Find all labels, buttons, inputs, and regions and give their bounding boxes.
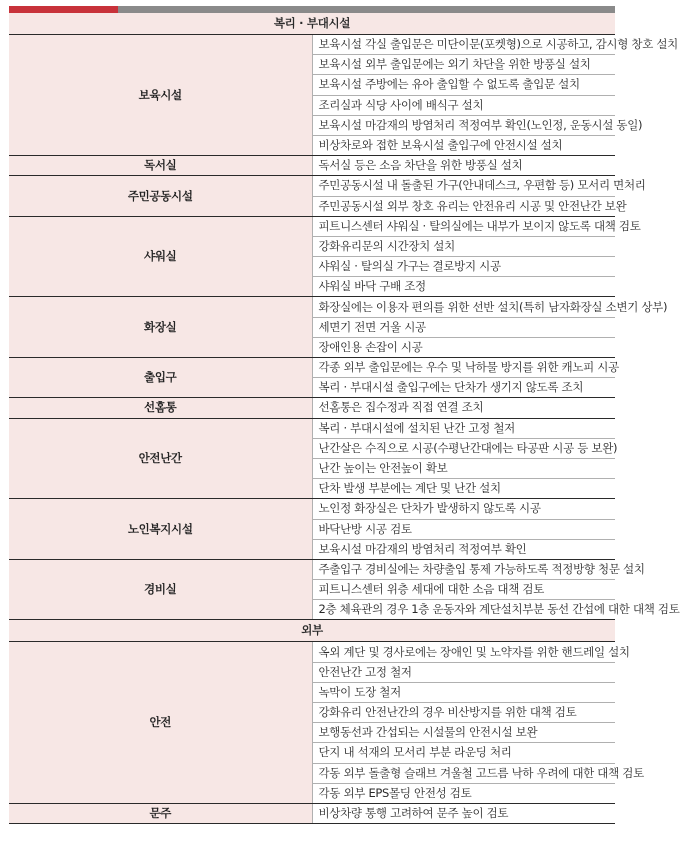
top-bar-accent bbox=[9, 6, 118, 13]
category-cell: 샤워실 bbox=[9, 216, 312, 297]
section-title: 복리 · 부대시설 bbox=[9, 13, 615, 35]
top-color-bar bbox=[9, 6, 615, 13]
category-cell: 주민공동시설 bbox=[9, 176, 312, 216]
table-row bbox=[9, 642, 615, 662]
item-cell: 보행동선과 간섭되는 시설물의 안전시설 보완 bbox=[312, 723, 615, 743]
checklist-table bbox=[9, 13, 680, 824]
table-row bbox=[9, 803, 615, 823]
item-cell: 노인정 화장실은 단차가 발생하지 않도록 시공 bbox=[312, 499, 615, 519]
category-cell: 선홈통 bbox=[9, 398, 312, 418]
item-cell: 보육시설 마감재의 방염처리 적정여부 확인 bbox=[312, 539, 615, 559]
item-cell: 보육시설 각실 출입문은 미단이문(포켓형)으로 시공하고, 감시형 창호 설치 bbox=[312, 35, 615, 55]
item-cell: 샤워실 · 탈의실 가구는 결로방지 시공 bbox=[312, 257, 615, 277]
item-cell: 샤워실 바닥 구배 조정 bbox=[312, 277, 615, 297]
item-cell: 보육시설 주방에는 유아 출입할 수 없도록 출입문 설치 bbox=[312, 75, 615, 95]
section-title: 외부 bbox=[9, 620, 615, 642]
category-cell: 안전 bbox=[9, 642, 312, 804]
item-cell: 단지 내 석재의 모서리 부분 라운딩 처리 bbox=[312, 743, 615, 763]
category-cell: 출입구 bbox=[9, 358, 312, 398]
table-row bbox=[9, 398, 615, 418]
item-cell: 독서실 등은 소음 차단을 위한 방풍실 설치 bbox=[312, 156, 615, 176]
table-row bbox=[9, 216, 615, 236]
item-cell: 옥외 계단 및 경사로에는 장애인 및 노약자를 위한 핸드레일 설치 bbox=[312, 642, 615, 662]
table-row bbox=[9, 418, 615, 438]
item-cell: 복리 · 부대시설 출입구에는 단차가 생기지 않도록 조치 bbox=[312, 378, 615, 398]
item-cell: 안전난간 고정 철저 bbox=[312, 662, 615, 682]
item-cell: 난간 높이는 안전높이 확보 bbox=[312, 458, 615, 478]
item-cell: 보육시설 마감재의 방염처리 적정여부 확인(노인정, 운동시설 동일) bbox=[312, 115, 615, 135]
item-cell: 복리 · 부대시설에 설치된 난간 고정 철저 bbox=[312, 418, 615, 438]
top-bar-rule bbox=[118, 6, 615, 13]
checklist-table-body bbox=[9, 13, 680, 824]
item-cell: 바닥난방 시공 검토 bbox=[312, 519, 615, 539]
item-cell: 강화유리 안전난간의 경우 비산방지를 위한 대책 검토 bbox=[312, 703, 615, 723]
category-cell: 화장실 bbox=[9, 297, 312, 358]
item-cell: 화장실에는 이용자 편의를 위한 선반 설치(특히 남자화장실 소변기 상부) bbox=[312, 297, 615, 317]
table-row bbox=[9, 35, 615, 55]
item-cell: 강화유리문의 시간장치 설치 bbox=[312, 236, 615, 256]
table-row bbox=[9, 358, 615, 378]
category-cell: 경비실 bbox=[9, 559, 312, 620]
category-cell: 안전난간 bbox=[9, 418, 312, 499]
category-cell: 노인복지시설 bbox=[9, 499, 312, 560]
category-cell: 문주 bbox=[9, 803, 312, 823]
section-header-row bbox=[9, 620, 615, 642]
item-cell: 장애인용 손잡이 시공 bbox=[312, 337, 615, 357]
table-row bbox=[9, 559, 615, 579]
table-row bbox=[9, 176, 615, 196]
item-cell: 주민공동시설 외부 창호 유리는 안전유리 시공 및 안전난간 보완 bbox=[312, 196, 615, 216]
item-cell: 각동 외부 EPS몰딩 안전성 검토 bbox=[312, 783, 615, 803]
category-cell: 독서실 bbox=[9, 156, 312, 176]
item-cell: 비상차로와 접한 보육시설 출입구에 안전시설 설치 bbox=[312, 135, 615, 155]
item-cell: 보육시설 외부 출입문에는 외기 차단을 위한 방풍실 설치 bbox=[312, 55, 615, 75]
item-cell: 주출입구 경비실에는 차량출입 통제 가능하도록 적정방향 청문 설치 bbox=[312, 559, 615, 579]
item-cell: 비상차량 통행 고려하여 문주 높이 검토 bbox=[312, 803, 615, 823]
item-cell: 피트니스센터 샤워실 · 탈의실에는 내부가 보이지 않도록 대책 검토 bbox=[312, 216, 615, 236]
item-cell: 각동 외부 돌출형 슬래브 겨울철 고드름 낙하 우려에 대한 대책 검토 bbox=[312, 763, 615, 783]
item-cell: 주민공동시설 내 돌출된 가구(안내데스크, 우편함 등) 모서리 면처리 bbox=[312, 176, 615, 196]
item-cell: 세면기 전면 거울 시공 bbox=[312, 317, 615, 337]
item-cell: 선홈통은 집수정과 직접 연결 조치 bbox=[312, 398, 615, 418]
item-cell: 2층 체육관의 경우 1층 운동자와 계단설치부분 동선 간섭에 대한 대책 검토 bbox=[312, 600, 615, 620]
item-cell: 피트니스센터 위층 세대에 대한 소음 대책 검토 bbox=[312, 580, 615, 600]
section-header-row bbox=[9, 13, 615, 35]
item-cell: 각종 외부 출입문에는 우수 및 낙하물 방지를 위한 캐노피 시공 bbox=[312, 358, 615, 378]
table-row bbox=[9, 156, 615, 176]
category-cell: 보육시설 bbox=[9, 35, 312, 156]
item-cell: 조리실과 식당 사이에 배식구 설치 bbox=[312, 95, 615, 115]
item-cell: 단차 발생 부분에는 계단 및 난간 설치 bbox=[312, 479, 615, 499]
item-cell: 녹막이 도장 철저 bbox=[312, 682, 615, 702]
table-row bbox=[9, 499, 615, 519]
table-row bbox=[9, 297, 615, 317]
item-cell: 난간살은 수직으로 시공(수평난간대에는 타공판 시공 등 보완) bbox=[312, 438, 615, 458]
